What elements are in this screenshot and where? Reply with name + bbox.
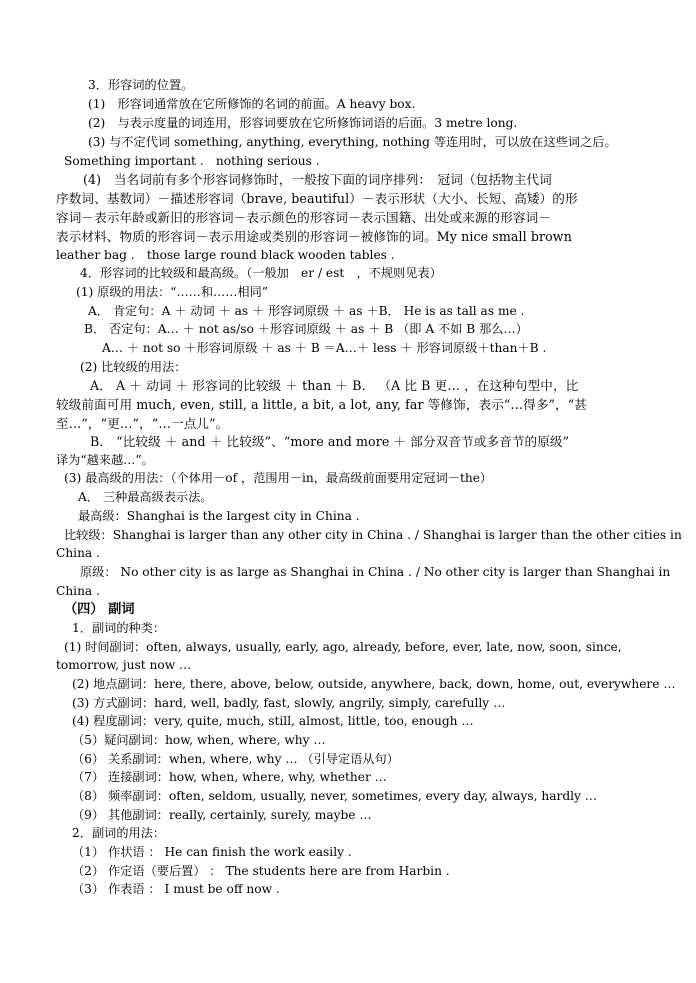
- text-line: （8） 频率副词：often, seldom, usually, never, sometimes, every day, always, hardly …: [72, 789, 597, 803]
- text-line: A… ＋ not so ＋形容词原级 ＋ as ＋ B ＝A…＋ less ＋ 形容词原级＋than＋B .: [102, 341, 547, 355]
- text-line: 1．副词的种类：: [72, 621, 166, 635]
- text-line: (3) 与不定代词 something, anything, everything, nothing 等连用时，可以放在这些词之后。: [88, 135, 617, 149]
- text-line: A． 三种最高级表示法。: [78, 490, 213, 504]
- text-line: leather bag . those large round black wooden tables .: [56, 248, 395, 262]
- text-line: 最高级：Shanghai is the largest city in China .: [78, 509, 360, 523]
- text-line: 2．副词的用法：: [72, 826, 166, 840]
- text-line: （2） 作定语（要后置） ： The students here are from Harbin .: [72, 864, 450, 878]
- text-line: A． A ＋ 动词 ＋ 形容词的比较级 ＋ than ＋ B． （A 比 B 更… ，在这种句型中，比: [90, 378, 579, 393]
- text-line: B． “比较级 ＋ and ＋ 比较级”、“more and more ＋ 部分双音节或多音节的原级”: [90, 434, 570, 449]
- text-line: (2) 地点副词：here, there, above, below, outside, anywhere, back, down, home, out, everywhere …: [72, 677, 676, 691]
- text-line: （3） 作表语 ： I must be off now .: [72, 882, 280, 896]
- text-line: Something important . nothing serious .: [64, 154, 320, 168]
- text-line: A． 肯定句：A ＋ 动词 ＋ as ＋ 形容词原级 ＋ as ＋B． He is as tall as me .: [88, 304, 525, 318]
- text-line: 表示材料、物质的形容词－表示用途或类别的形容词－被修饰的词。My nice small brown: [56, 229, 572, 244]
- text-line: (4) 程度副词：very, quite, much, still, almost, little, too, enough …: [72, 714, 474, 728]
- text-line: (3) 方式副词：hard, well, badly, fast, slowly, angrily, simply, carefully …: [72, 696, 506, 710]
- text-line: (2) 比较级的用法：: [80, 360, 187, 374]
- text-line: 较级前面可用 much, even, still, a little, a bit, a lot, any, far 等修饰，表示“…得多”，“甚: [56, 397, 587, 412]
- section-adverb-heading: （四） 副词: [64, 602, 135, 617]
- text-line: （5）疑问副词：how, when, where, why …: [72, 733, 326, 747]
- text-line: （6） 关系副词：when, where, why … （引导定语从句）: [72, 752, 399, 766]
- section-3-heading: 3．形容词的位置。: [88, 78, 194, 92]
- text-line: （1） 作状语 ： He can finish the work easily .: [72, 845, 352, 859]
- text-line: China .: [56, 546, 100, 560]
- text-line: （7） 连接副词：how, when, where, why, whether …: [72, 770, 387, 784]
- text-line: tomorrow, just now …: [56, 658, 192, 672]
- text-line: 容词－表示年龄或新旧的形容词－表示颜色的形容词－表示国籍、出处或来源的形容词－: [56, 210, 552, 225]
- text-line: (1) 形容词通常放在它所修饰的名词的前面。A heavy box.: [88, 97, 416, 111]
- text-line: (1) 原级的用法：“……和……相同”: [76, 285, 269, 299]
- text-line: 至…”，“更…”，“…一点儿”。: [56, 416, 229, 431]
- text-line: 原级： No other city is as large as Shanghai in China . / No other city is larger than Shanghai in: [80, 565, 671, 579]
- text-line: B． 否定句：A… ＋ not as/so ＋形容词原级 ＋ as ＋ B （即 A 不如 B 那么…）: [84, 322, 528, 336]
- text-line: (4) 当名词前有多个形容词修饰时，一般按下面的词序排列： 冠词（包括物主代词: [83, 172, 552, 187]
- text-line: (1) 时间副词：often, always, usually, early, ago, already, before, ever, late, now, soon, since,: [64, 640, 622, 654]
- text-line: 序数词、基数词）－描述形容词（brave, beautiful）－表示形状（大小、长短、高矮）的形: [56, 191, 578, 206]
- text-line: (3) 最高级的用法：（个体用－of ，范围用－in，最高级前面要用定冠词－the）: [64, 471, 493, 485]
- text-line: China .: [56, 584, 100, 598]
- text-line: (2) 与表示度量的词连用，形容词要放在它所修饰词语的后面。3 metre long.: [88, 116, 518, 130]
- text-line: 译为“越来越…”。: [56, 453, 154, 467]
- text-line: （9） 其他副词：really, certainly, surely, maybe …: [72, 808, 372, 822]
- section-4-heading: 4．形容词的比较级和最高级。（一般加 er / est ，不规则见表）: [80, 266, 442, 280]
- text-line: 比较级：Shanghai is larger than any other city in China . / Shanghai is larger than the other cities in: [64, 528, 682, 542]
